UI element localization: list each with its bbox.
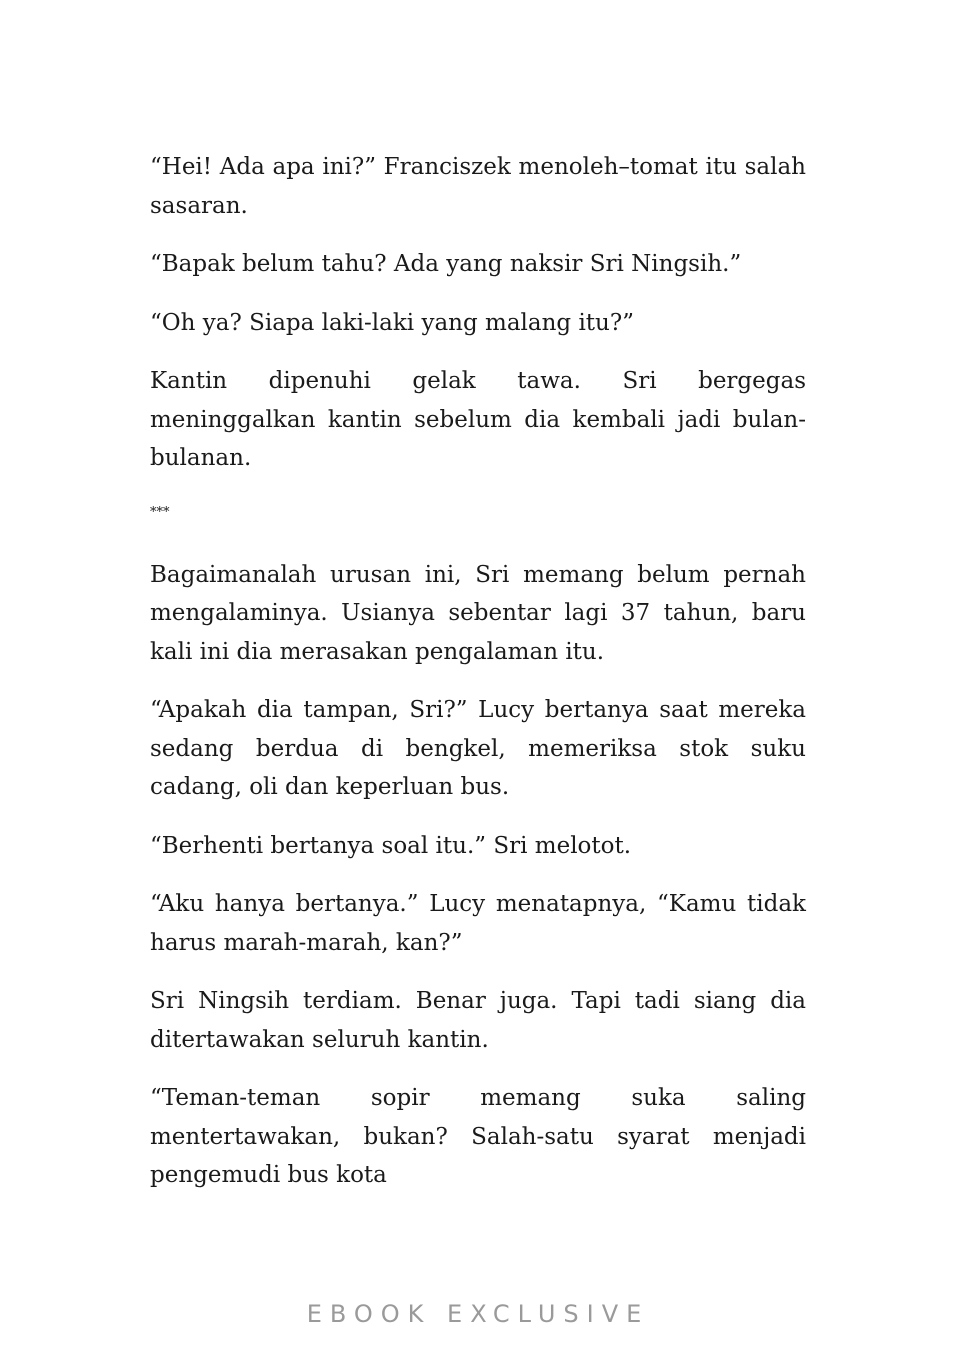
- paragraph: “Berhenti bertanya soal itu.” Sri melotot.: [150, 832, 632, 859]
- paragraph: “Bapak belum tahu? Ada yang naksir Sri Ningsih.”: [150, 251, 742, 277]
- paragraph: “Teman-teman sopir memang suka saling mentertawakan, bukan? Salah-satu syarat menjadi pengemudi bus kota: [150, 1085, 806, 1188]
- scene-separator: ***: [150, 504, 170, 520]
- page-body: [150, 148, 806, 1215]
- paragraph: “Aku hanya bertanya.” Lucy menatapnya, “Kamu tidak harus marah-marah, kan?”: [150, 891, 806, 956]
- footer-watermark: EBOOK EXCLUSIVE: [306, 1300, 650, 1328]
- paragraph: Sri Ningsih terdiam. Benar juga. Tapi tadi siang dia ditertawakan seluruh kantin.: [150, 988, 806, 1053]
- paragraph: “Oh ya? Siapa laki-laki yang malang itu?”: [150, 309, 634, 336]
- paragraph: Kantin dipenuhi gelak tawa. Sri bergegas meninggalkan kantin sebelum dia kembali jadi bulan-bulanan.: [150, 368, 806, 471]
- paragraph: “Apakah dia tampan, Sri?” Lucy bertanya saat mereka sedang berdua di bengkel, memeriksa stok suku cadang, oli dan keperluan bus.: [150, 697, 806, 800]
- paragraph: “Hei! Ada apa ini?” Franciszek menoleh–tomat itu salah sasaran.: [150, 154, 806, 219]
- paragraph: Bagaimanalah urusan ini, Sri memang belum pernah mengalaminya. Usianya sebentar lagi 37 tahun, baru kali ini dia merasakan pengalaman itu.: [150, 561, 806, 665]
